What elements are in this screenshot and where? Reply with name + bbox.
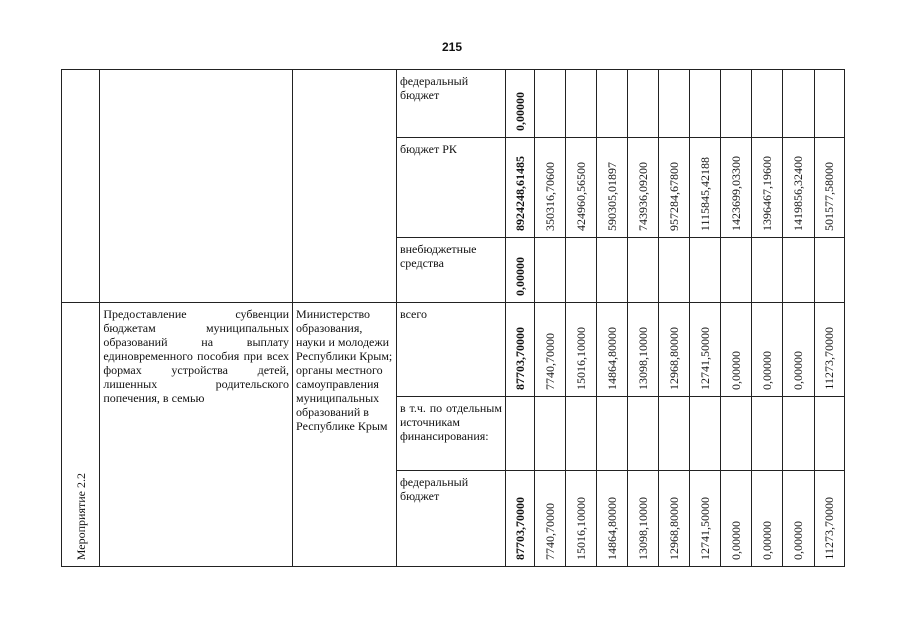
source-cell: [396, 471, 505, 567]
source-cell: [396, 238, 505, 303]
year-value-cell: [596, 70, 627, 138]
year-value-cell: [752, 138, 783, 238]
year-value: 1115845,42188: [697, 156, 712, 231]
total-cell: [505, 397, 534, 471]
year-value: 7740,70000: [543, 333, 558, 390]
year-value: 12968,80000: [666, 327, 681, 390]
year-value-cell: [689, 303, 720, 397]
funding-source: в т.ч. по отдельным источникам финансирования:: [399, 401, 502, 443]
budget-table: [61, 69, 845, 567]
year-value-cell: [596, 303, 627, 397]
year-value-cell: [659, 70, 689, 138]
year-value-cell: [596, 397, 627, 471]
source-cell: [396, 397, 505, 471]
funding-source: федеральный бюджет: [399, 475, 469, 503]
year-value: 0,00000: [760, 521, 775, 560]
year-value-cell: [752, 471, 783, 567]
year-value-cell: [566, 138, 596, 238]
year-value-cell: [627, 303, 658, 397]
year-value: 957284,67800: [666, 162, 681, 231]
total-value: 0,00000: [513, 92, 528, 131]
year-value-cell: [659, 238, 689, 303]
year-value-cell: [752, 238, 783, 303]
year-value-cell: [783, 471, 814, 567]
year-value-cell: [659, 471, 689, 567]
year-value-cell: [689, 70, 720, 138]
year-value-cell: [814, 70, 844, 138]
year-value: 0,00000: [791, 351, 806, 390]
year-value-cell: [814, 138, 844, 238]
year-value: 12968,80000: [666, 497, 681, 560]
total-cell: [505, 138, 534, 238]
year-value-cell: [659, 303, 689, 397]
source-cell: [396, 70, 505, 138]
year-value: 11273,70000: [822, 327, 837, 390]
total-value: 8924248,61485: [513, 156, 528, 231]
year-value-cell: [783, 303, 814, 397]
year-value: 12741,50000: [697, 497, 712, 560]
year-value-cell: [659, 138, 689, 238]
year-value-cell: [659, 397, 689, 471]
total-cell: [505, 303, 534, 397]
total-value: 87703,70000: [513, 497, 528, 560]
year-value: 0,00000: [728, 351, 743, 390]
total-cell: [505, 471, 534, 567]
year-value-cell: [627, 471, 658, 567]
page-number: 215: [441, 40, 463, 54]
year-value-cell: [752, 397, 783, 471]
year-value-cell: [596, 471, 627, 567]
description-cell: [100, 303, 293, 567]
year-value-cell: [814, 303, 844, 397]
year-value-cell: [689, 238, 720, 303]
total-cell: [505, 70, 534, 138]
total-cell: [505, 238, 534, 303]
executor-text: Министерство образования, науки и молодежи Республики Крым; органы местного самоуправления муниципальных образований в Республике Крым: [296, 307, 393, 433]
year-value: 15016,10000: [574, 497, 589, 560]
year-value-cell: [596, 238, 627, 303]
year-value: 14864,80000: [604, 327, 619, 390]
year-value-cell: [720, 138, 751, 238]
year-value-cell: [627, 138, 658, 238]
year-value-cell: [783, 138, 814, 238]
year-value-cell: [627, 397, 658, 471]
year-value-cell: [720, 397, 751, 471]
year-value-cell: [596, 138, 627, 238]
funding-source: внебюджетные средства: [399, 242, 477, 270]
funding-source: всего: [399, 307, 427, 321]
empty-activity-cell: [62, 70, 100, 303]
year-value-cell: [566, 70, 596, 138]
year-value-cell: [627, 70, 658, 138]
year-value-cell: [535, 70, 566, 138]
year-value-cell: [535, 303, 566, 397]
year-value: 14864,80000: [604, 497, 619, 560]
year-value: 13098,10000: [636, 327, 651, 390]
year-value-cell: [720, 471, 751, 567]
total-value: 87703,70000: [513, 327, 528, 390]
year-value: 0,00000: [791, 521, 806, 560]
funding-source: бюджет РК: [399, 142, 457, 156]
year-value-cell: [566, 303, 596, 397]
year-value-cell: [535, 471, 566, 567]
year-value: 424960,56500: [574, 162, 589, 231]
year-value-cell: [814, 397, 844, 471]
year-value: 11273,70000: [822, 497, 837, 560]
source-cell: [396, 303, 505, 397]
year-value: 12741,50000: [697, 327, 712, 390]
year-value-cell: [814, 238, 844, 303]
year-value-cell: [689, 138, 720, 238]
year-value-cell: [535, 238, 566, 303]
year-value: 743936,09200: [636, 162, 651, 231]
empty-description-cell: [100, 70, 293, 303]
executor-cell: [293, 303, 397, 567]
year-value: 1423699,03300: [728, 156, 743, 231]
year-value-cell: [752, 303, 783, 397]
year-value-cell: [783, 70, 814, 138]
year-value: 501577,58000: [822, 162, 837, 231]
funding-source: федеральный бюджет: [399, 74, 469, 102]
activity-description: Предоставление субвенции бюджетам муниципальных образований на выплату единовременного пособия при всех формах устройства детей, лишенных родительского попечения, в семью: [103, 307, 290, 405]
year-value-cell: [689, 397, 720, 471]
table-row: [62, 303, 845, 397]
year-value-cell: [783, 397, 814, 471]
year-value-cell: [535, 138, 566, 238]
year-value: 13098,10000: [636, 497, 651, 560]
year-value-cell: [566, 238, 596, 303]
year-value-cell: [720, 238, 751, 303]
year-value: 1396467,19600: [760, 156, 775, 231]
year-value: 7740,70000: [543, 503, 558, 560]
year-value: 0,00000: [728, 521, 743, 560]
year-value-cell: [783, 238, 814, 303]
year-value-cell: [566, 471, 596, 567]
activity-label: Мероприятие 2.2: [73, 472, 88, 560]
year-value-cell: [689, 471, 720, 567]
year-value: 15016,10000: [574, 327, 589, 390]
table-row: [62, 70, 845, 138]
year-value-cell: [627, 238, 658, 303]
year-value: 0,00000: [760, 351, 775, 390]
year-value-cell: [720, 70, 751, 138]
total-value: 0,00000: [513, 257, 528, 296]
year-value-cell: [752, 70, 783, 138]
year-value: 1419856,32400: [791, 156, 806, 231]
empty-executor-cell: [293, 70, 397, 303]
activity-cell: [62, 303, 100, 567]
year-value: 350316,70600: [543, 162, 558, 231]
year-value: 590305,01897: [604, 162, 619, 231]
year-value-cell: [566, 397, 596, 471]
year-value-cell: [814, 471, 844, 567]
source-cell: [396, 138, 505, 238]
year-value-cell: [535, 397, 566, 471]
year-value-cell: [720, 303, 751, 397]
